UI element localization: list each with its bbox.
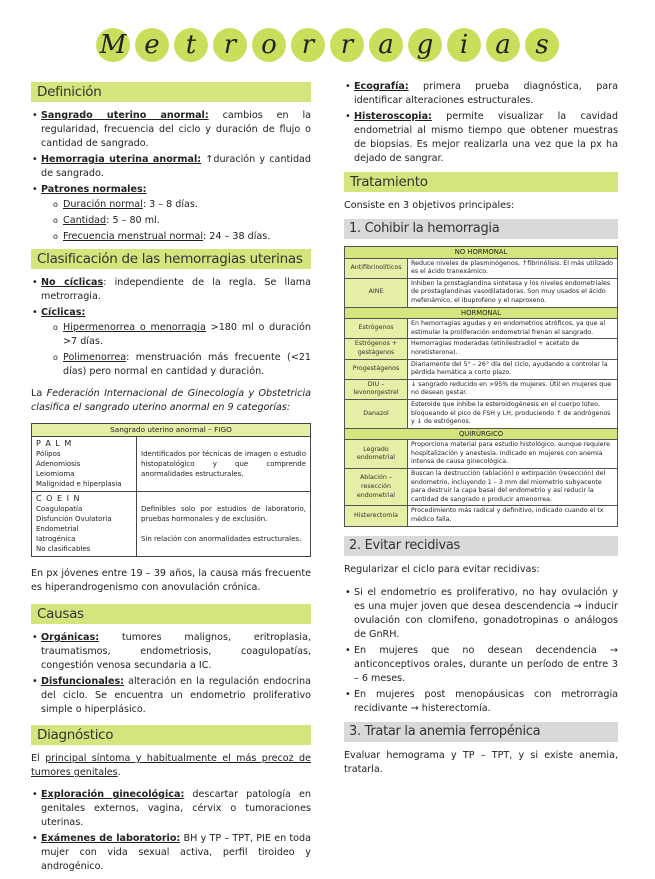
drug-cell: Estrógenos: [345, 319, 408, 339]
item-text: BH y TP – TPT, PIE en toda mujer con vida sexual activa, perfil tiroideo y androgénico.: [41, 833, 311, 872]
definicion-heading: Definición: [31, 82, 311, 102]
desc-cell: Diariamente del 5° – 26° día del ciclo, ayudando a controlar la pérdida hemática a corto plazo.: [408, 359, 618, 379]
table-row: [345, 440, 618, 469]
list-item: [63, 198, 311, 212]
ciclicas-list: [41, 321, 311, 379]
list-item: [41, 153, 311, 181]
item-term: Frecuencia menstrual normal: [63, 231, 203, 242]
patrones-list: [41, 198, 311, 244]
item-term: Orgánicas:: [41, 632, 100, 643]
diagnostico-intro-a: El: [31, 753, 46, 764]
coein-desc-2: Sin relación con anormalidades estructurales.: [141, 535, 302, 543]
item-term: Exámenes de laboratorio:: [41, 833, 181, 844]
table-row: [32, 437, 311, 492]
diagnostico-list-cont: [344, 80, 618, 166]
item-term: Duración normal: [63, 199, 143, 210]
drug-cell: DIU – levonorgestrel: [345, 379, 408, 399]
item-text: : independiente de la regla. Se llama metrorragia.: [41, 277, 311, 302]
title-letter: a: [486, 28, 520, 62]
item-text: ↑duración y cantidad de sangrado.: [41, 154, 312, 179]
recidivas-heading: 2. Evitar recidivas: [344, 536, 618, 556]
list-item: • En mujeres que no desean decendencia → anticonceptivos orales, durante un período de entre 3 – 6 meses.: [354, 644, 618, 686]
list-item: [63, 321, 311, 349]
figo-intro-b: Federación Internacional de Ginecología y Obstetricia: [46, 388, 311, 399]
table-row: [345, 399, 618, 428]
figo-intro: [31, 387, 311, 415]
title-letter: r: [330, 28, 364, 62]
desc-cell: Proporciona material para estudio histológico, aunque requiere hospitalización y anestesia. Indicado en mujeres con anemia intensa de causa ginecológica.: [408, 440, 618, 469]
title-letter: i: [447, 28, 481, 62]
recidivas-list: [344, 586, 618, 716]
desc-cell: Buscan la destrucción (ablación) o extirpación (resección) del endometrio, incluyendo 1 – 3 mm del miometrio subyacente para destruir la capa basal del endometrio y así reducir la cantidad de sangrado o producir amenorrea.: [408, 469, 618, 506]
no-hormonal-header: NO HORMONAL: [345, 247, 618, 259]
table-row: [345, 379, 618, 399]
table-row: [345, 278, 618, 307]
item-term: Sangrado uterino anormal:: [41, 110, 209, 121]
tratamiento-heading: Tratamiento: [344, 172, 618, 192]
item-term: Cíclicas:: [41, 307, 86, 318]
list-item: [41, 183, 311, 244]
item-term: Hipermenorrea o menorragia: [63, 322, 206, 333]
list-item: [41, 276, 311, 304]
desc-cell: ↓ sangrado reducido en >95% de mujeres. Útil en mujeres que no desean gestar.: [408, 379, 618, 399]
list-item: [41, 306, 311, 379]
list-item: • En mujeres post menopáusicas con metrorragia recidivante → histerectomía.: [354, 688, 618, 716]
list-item: [354, 80, 618, 108]
item-term: Polimenorrea: [63, 352, 127, 363]
cohibir-heading: 1. Cohibir la hemorragia: [344, 219, 618, 239]
recidivas-intro: Regularizar el ciclo para evitar recidivas:: [344, 563, 540, 575]
item-text: descartar patología en genitales externos, vagina, cérvix o tumoraciones uterinas.: [41, 789, 311, 828]
table-row: [345, 359, 618, 379]
list-item: [63, 351, 311, 379]
drug-cell: AINE: [345, 278, 408, 307]
table-row: [345, 319, 618, 339]
list-item: [354, 110, 618, 166]
list-item: [41, 832, 311, 874]
drug-cell: Progestágenos: [345, 359, 408, 379]
treatment-table: [344, 246, 618, 527]
palm-title: P A L M: [36, 439, 73, 448]
list-item: [41, 631, 311, 673]
item-text: permite visualizar la cavidad endometrial al mismo tiempo que obtener muestras de biopsias. Es mejor realizarla una vez que la px ha dejado de sangrar.: [354, 111, 618, 164]
coein-item: No clasificables: [36, 545, 91, 553]
diagnostico-intro-c: .: [117, 767, 121, 778]
palm-item: Pólipos: [36, 450, 61, 458]
anemia-text: Evaluar hemograma y TP – TPT, y si existe anemia, tratarla.: [344, 749, 618, 775]
item-text: : 5 – 80 ml.: [106, 215, 160, 226]
anemia-heading: 3. Tratar la anemia ferropénica: [344, 722, 618, 742]
diagnostico-intro-b: principal síntoma y habitualmente el más precoz de tumores genitales: [31, 753, 312, 778]
desc-cell: Procedimiento más radical y definitivo, indicado cuando el tx médico falla.: [408, 506, 618, 526]
palm-item: Malignidad e hiperplasia: [36, 480, 122, 488]
list-item: [41, 109, 311, 151]
coein-item: Iatrogénica: [36, 535, 76, 543]
title-letter: r: [213, 28, 247, 62]
palm-cell: [32, 437, 137, 492]
coein-title: C O E I N: [36, 494, 81, 503]
causas-heading: Causas: [31, 604, 311, 624]
title-letter: e: [135, 28, 169, 62]
causas-list: [31, 631, 311, 717]
table-row: [345, 506, 618, 526]
item-text: : menstruación más frecuente (<21 días) pero normal en cantidad y duración.: [63, 352, 311, 377]
table-row: [345, 339, 618, 359]
title-letter: g: [408, 28, 442, 62]
title-letter: o: [252, 28, 286, 62]
item-term: Patrones normales:: [41, 184, 147, 195]
item-text: primera prueba diagnóstica, para identificar alteraciones estructurales.: [354, 81, 618, 106]
drug-cell: Legrado endometrial: [345, 440, 408, 469]
drug-cell: Danazol: [345, 399, 408, 428]
item-text: cambios en la regularidad, frecuencia del ciclo y duración de flujo o cantidad de sangrado.: [41, 110, 311, 149]
definicion-list: [31, 109, 311, 244]
item-term: Histeroscopia:: [354, 111, 432, 122]
clasificacion-heading: Clasificación de las hemorragias uterinas: [31, 249, 311, 269]
clasificacion-list: [31, 276, 311, 379]
palm-item: Adenomiosis: [36, 460, 81, 468]
list-item: [63, 230, 311, 244]
desc-cell: Hemorragias moderadas (etinilestradiol + acetato de noretisterona).: [408, 339, 618, 359]
item-text: tumores malignos, eritroplasia, traumatismos, endometriosis, coagulopatías, congestión venosa secundaria a IC.: [41, 632, 311, 671]
list-item: [63, 214, 311, 228]
list-item: [41, 675, 311, 717]
item-text: alteración en la regulación endocrina del ciclo. Se encuentra un endometrio proliferativo simple o hiperplásico.: [41, 676, 311, 715]
item-term: Disfuncionales:: [41, 676, 125, 687]
coein-desc: [137, 492, 311, 557]
desc-cell: Inhiben la prostaglandina sintetasa y los niveles endometriales de prostaglandinas vasodilatadoras. Son muy usados el ácido mefenámico, el ibuprofeno y el naproxeno.: [408, 278, 618, 307]
item-term: No cíclicas: [41, 277, 104, 288]
diagnostico-heading: Diagnóstico: [31, 725, 311, 745]
item-text: : 3 – 8 días.: [142, 199, 198, 210]
figo-intro-a: La: [31, 388, 47, 399]
palm-item: Leiomioma: [36, 470, 75, 478]
title-letter: t: [174, 28, 208, 62]
clasificacion-after: En px jóvenes entre 19 – 39 años, la causa más frecuente es hiperandrogenismo con anovulación crónica.: [31, 568, 311, 593]
title-letter: s: [525, 28, 559, 62]
hormonal-header: HORMONAL: [345, 307, 618, 319]
desc-cell: Esteroide que inhibe la esteroidogénesis en el cuerpo lúteo, bloqueando el pico de FSH y LH, produciendo ↑ de andrógenos y ↓ de estrógenos.: [408, 399, 618, 428]
table-row: [345, 469, 618, 506]
palm-desc: Identificados por técnicas de imagen o estudio histopatológico y que comprende anormalidades estructurales.: [137, 437, 311, 492]
desc-cell: En hemorragias agudas y en endometrios atróficos, ya que al estimular la proliferación endometrial frenan el sangrado.: [408, 319, 618, 339]
table-row: [32, 492, 311, 557]
title-letter: a: [369, 28, 403, 62]
item-term: Ecografía:: [354, 81, 409, 92]
coein-item: Disfunción Ovulatoria: [36, 515, 112, 523]
drug-cell: Estrógenos + gestágenos: [345, 339, 408, 359]
item-text: >180 ml o duración >7 días.: [63, 322, 311, 347]
item-text: : 24 – 38 días.: [203, 231, 271, 242]
figo-intro-c: clasifica el sangrado uterino anormal en 9 categorías:: [31, 402, 291, 413]
item-term: Exploración ginecológica:: [41, 789, 185, 800]
desc-cell: Reduce niveles de plasminógenos, ↑fibrinólisis. El más utilizado es el ácido tranexámico.: [408, 258, 618, 278]
list-item: • Si el endometrio es proliferativo, no hay ovulación y es una mujer joven que desea descendencia → inducir ovulación con clomifeno, gonadotropinas o análogos de GnRH.: [354, 586, 618, 642]
drug-cell: Histerectomía: [345, 506, 408, 526]
table-row: [345, 258, 618, 278]
coein-desc-1: Definibles solo por estudios de laboratorio, pruebas hormonales y de exclusión.: [141, 505, 306, 523]
figo-table-header: Sangrado uterino anormal – FIGO: [32, 424, 311, 437]
item-term: Cantidad: [63, 215, 107, 226]
item-term: Hemorragia uterina anormal:: [41, 154, 202, 165]
coein-cell: [32, 492, 137, 557]
drug-cell: Ablación – resección endometrial: [345, 469, 408, 506]
right-column: [344, 82, 618, 782]
quirurgico-header: QUIRÚRGICO: [345, 428, 618, 440]
diagnostico-list: [31, 788, 311, 874]
diagnostico-intro: [31, 752, 311, 780]
tratamiento-intro: Consiste en 3 objetivos principales:: [344, 200, 515, 211]
list-item: [41, 788, 311, 830]
figo-table: [31, 423, 311, 557]
title-letter: M: [96, 28, 130, 62]
left-column: [31, 82, 311, 879]
coein-item: Coagulopatía: [36, 505, 83, 513]
coein-item: Endometrial: [36, 525, 79, 533]
page-title: [0, 28, 655, 68]
drug-cell: Antifibrinolíticos: [345, 258, 408, 278]
title-letter: r: [291, 28, 325, 62]
